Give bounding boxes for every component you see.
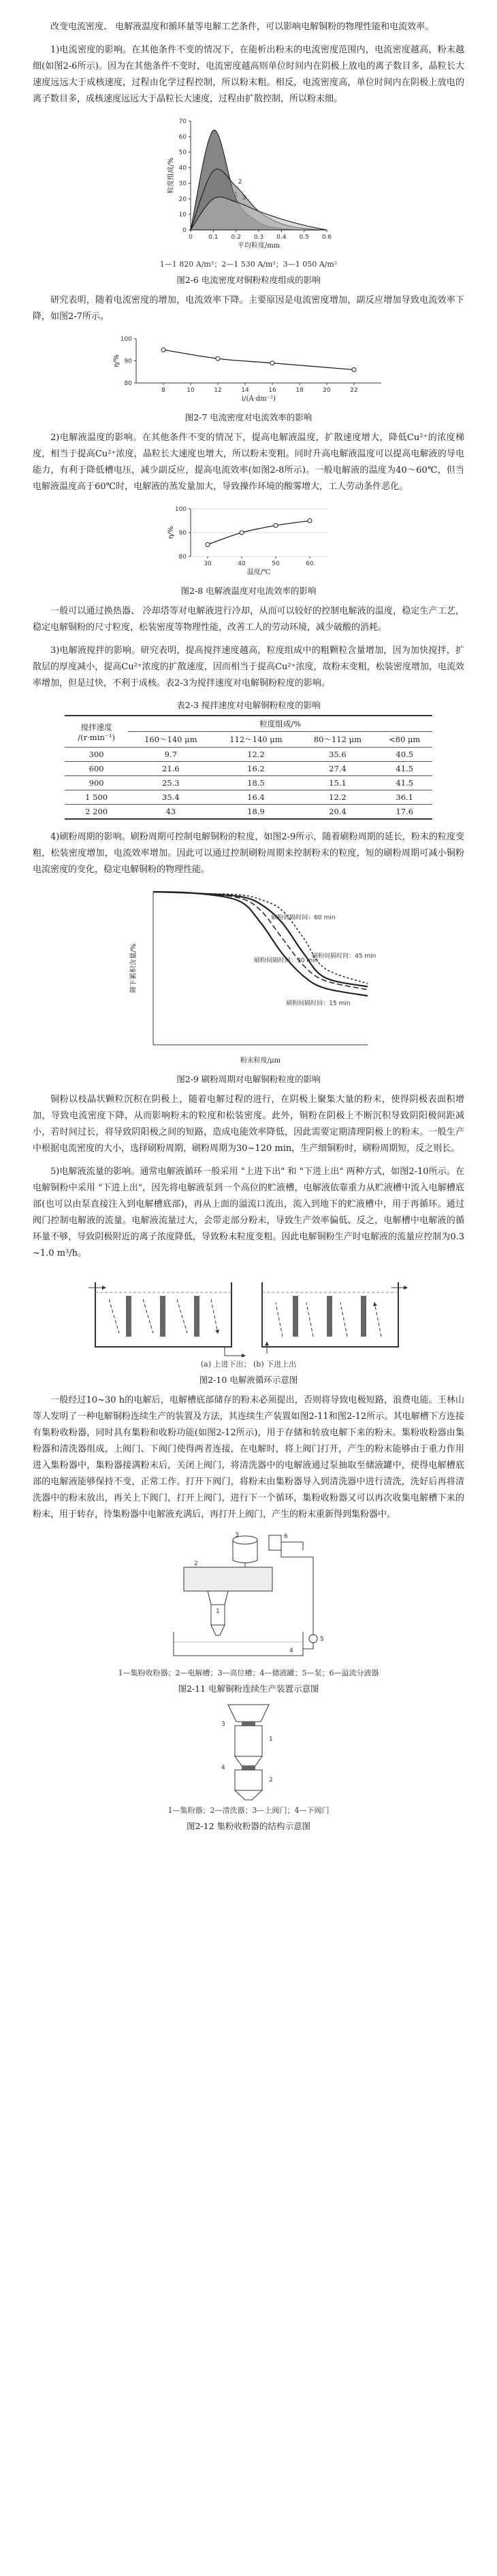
x-tick-label: 0	[189, 234, 193, 241]
figure-2-6-caption: 图2-6 电流密度对铜粉粒度组成的影响	[176, 275, 321, 285]
figure-2-12-caption: 图2-12 集粉收粉器的结构示意图	[186, 1821, 311, 1831]
circulation-diagram	[89, 1269, 408, 1357]
data-point	[308, 519, 312, 523]
x-axis-label: 温度/℃	[246, 569, 271, 576]
x-tick-label: 22	[350, 387, 358, 394]
fig211-label: 4	[289, 1647, 293, 1654]
x-tick-label: 0.1	[208, 234, 219, 241]
figure-2-9	[33, 885, 464, 1085]
table-cell: 36.1	[376, 790, 432, 805]
table-cell: 35.6	[298, 748, 376, 762]
fig212-label: 4	[221, 1764, 225, 1771]
x-tick-label: 40	[238, 561, 246, 567]
table-row	[65, 762, 432, 776]
continuous-production-diagram	[167, 1530, 330, 1666]
x-tick-label: 8	[161, 387, 165, 394]
paragraph-intro: 改变电流密度、 电解液温度和循环量等电解工艺条件，可以影响电解铜粉的物理性能和电流效率。	[50, 22, 434, 32]
y-tick-label: 100	[174, 506, 187, 513]
table-row	[65, 805, 432, 820]
fig211-label: 1	[216, 1608, 220, 1615]
table-cell: 41.5	[376, 762, 432, 776]
paragraph-current-efficiency: 研究表明，随着电流密度的增加，电流效率下降。主要原因是电流密度增加，副反应增加导致电流效率下降，如图2-7所示。	[33, 295, 464, 322]
table-cell: 15.1	[298, 776, 376, 790]
y-tick-label: 50	[178, 149, 187, 156]
y-tick-label: 90	[178, 530, 187, 537]
x-tick-label: 16	[268, 387, 276, 394]
figure-2-6-legend: 1—1 820 A/m²；2—1 530 A/m²；3—1 050 A/m²	[159, 260, 338, 269]
table-cell: 16.4	[213, 790, 298, 805]
paragraph-temperature: 2)电解液温度的影响。在其他条件不变的情况下，提高电解液温度，扩散速度增大，降低Cu²⁺的浓度梯度，相当于提高Cu²⁺浓度，晶粒长大速度也增大，所以粉末变粗。同时升高电解液温度可以提高电解液的导电能力，有利于降低槽电压，减少副反应，提高电流效率(如图2-8所示)。一般电解液的温度为40～60℃，但当电解液温度高于60℃时，电解液的蒸发量加大，导致操作环境的酸雾增大，工人劳动条件恶化。	[33, 433, 464, 492]
fig211-label: 2	[194, 1560, 198, 1567]
table-cell: 12.2	[298, 790, 376, 805]
figure-2-12-legend: 1—集粉器；2—清洗器；3—上阀门；4—下阀门	[167, 1806, 330, 1815]
tank-bottom-in-top-out	[262, 1282, 407, 1354]
y-tick-label: 70	[178, 118, 187, 125]
table-row	[65, 748, 432, 762]
data-point	[206, 543, 210, 547]
paragraph-dendrite: 铜粉以枝晶状颗粒沉积在阴极上，随着电解过程的进行，在阴极上聚集大量的粉末，使得阴极表面积增加，导致电流密度下降，从而影响粉末的粒度和松装密度。此外，铜粉在阴极上不断沉积导致阴阳极间距减小，若时间过长，将导致阴阳极之间的短路，造成电能效率降低，因此需要定期清理阴极上的粉末。一般生产中根据电流密度的大小，选择刷粉周期，刷粉周期为30~120 min，生产细铜粉时，刷粉周期短，反之则长。	[33, 1094, 464, 1154]
figure-2-7-caption: 图2-7 电流密度对电流效率的影响	[185, 412, 312, 422]
series-line	[153, 892, 368, 984]
x-tick-label: 18	[295, 387, 304, 394]
table-header-col: <80 μm	[376, 732, 432, 748]
y-axis-label: 筛下累积含量/%	[130, 943, 138, 993]
table-header-group: 粒度组成/%	[128, 716, 432, 732]
table-header-col: 80～112 μm	[298, 732, 376, 748]
series-label: 刷粉间隔时间：45 min	[312, 952, 376, 960]
curve-label: 2	[238, 179, 242, 186]
paragraph-stirring: 3)电解液搅拌的影响。研究表明，提高搅拌速度越高，粒度组成中的粗颗粒含量增加，因为加快搅拌，扩散层的厚度减小，提高Cu²⁺浓度的扩散速度，因而相当于提高Cu²⁺浓度，故粉末变粗，松装密度增加，电流效率增加，但是过快，不利于成核。表2-3为搅拌速度对电解铜粉粒度的影响。	[33, 646, 464, 688]
table-cell: 300	[65, 748, 128, 762]
x-tick-label: 0.5	[299, 234, 309, 241]
table-cell: 900	[65, 776, 128, 790]
table-cell: 2 200	[65, 805, 128, 820]
x-axis-label: 粉末粒度/μm	[240, 1057, 281, 1065]
paragraph-continuous-production: 一般经过10~30 h的电解后，电解槽底部储存的粉末必须提出，否则将导致电极短路，浪费电能。王林山等人发明了一种电解铜粉连续生产的装置及方法，其连续生产装置如图2-11和图2-12所示。其电解槽下方连接有集粉收粉器，同时具有集粉和收粉功能(如图2-12所示)，用于存储和转放电解下来的粉末。集粉收粉器由集粉器和清洗器组成，上阀门、下阀门使得两者连接，在电解时，将上阀门打开，产生的粉末能够由于重力作用进入集粉器中，集粉器接满粉末后，关闭上阀门，将清洗器中的电解液通过泵抽取至储液罐中，使得电解槽底部的电解液能够保持不变，正常工作。打开下阀门，将粉末由集粉器导入到清洗器中进行清洗，洗好后再将清洗器中的粉末放出，再关上下阀门，打开上阀门，进行下一个循环，集粉收粉器又可以再次收集电解槽下来的粉末，用于转存，待集粉器中电解液充满后，再打开上阀门，产生的粉末重新得到集粉器中。	[33, 1395, 464, 1520]
table-cell: 18.9	[213, 805, 298, 820]
x-tick-label: 0.3	[253, 234, 264, 241]
series-line	[153, 892, 368, 996]
figure-2-8-caption: 图2-8 电解液温度对电流效率的影响	[180, 586, 317, 596]
figure-2-10	[33, 1269, 464, 1386]
y-axis-label: η/%	[113, 354, 121, 367]
table-cell: 17.6	[376, 805, 432, 820]
table-cell: 12.2	[213, 748, 298, 762]
table-header-speed	[65, 716, 128, 748]
x-tick-label: 14	[241, 387, 249, 394]
x-tick-label: 0.4	[276, 234, 287, 241]
table-2-3-title: 表2-3 搅拌速度对电解铜粉粒度的影响	[176, 700, 321, 710]
table-header-col: 112～140 μm	[213, 732, 298, 748]
paragraph-brushing-period: 4)刷粉周期的影响。刷粉周期可控制电解铜粉的粒度，如图2-9所示，随着刷粉周期的延长，粉末的粒度变粗，松装密度增加，电流效率增加。因此可以通过控制刷粉周期来控制粉末的粒度，短的刷粉周期可减小铜粉电流密度的变化，稳定电解铜粉的物理性能。	[33, 832, 464, 875]
chart-2-6	[160, 114, 337, 257]
series-label: 刷粉间隔时间：60 min	[271, 914, 336, 922]
table-header-speed-unit: /(r·min⁻¹)	[78, 732, 115, 742]
data-point	[240, 531, 244, 535]
fig211-label: 3	[235, 1532, 239, 1539]
curve-label: 3	[242, 194, 246, 201]
storage-tank	[174, 1632, 303, 1656]
y-tick-label: 20	[178, 196, 187, 203]
paragraph-flow-rate: 5)电解液流量的影响。通常电解液循环一般采用 "上进下出" 和 "下进上出" 两种方式，如图2-10所示。在电解铜粉中采用 "下进上出"，因先将电解液泵到一个高位的贮液槽，电解液依靠重力从贮液槽中流入电解槽底部(也可以由泵直接注入到电解槽底部)，再从上面的溢流口流出，流入到地下的贮液槽中，用于再循环。通过阀门控制电解液的流量。电解液流量过大，会带走部分粉末，导致生产效率偏低、反之，电解槽中电解液的循环量不够，导致阴极附近的离子浓度降低，导致粉末粒度变粗。因此电解铜粉生产时电解液的流量应控制为0.3~1.0 m³/h。	[33, 1167, 464, 1258]
table-header-speed-label: 搅拌速度	[80, 722, 112, 732]
figure-2-11-legend: 1—集粉收粉器；2—电解槽；3—高位槽；4—储液罐；5—泵；6—溢流分液器	[118, 1669, 379, 1677]
series-line	[163, 350, 354, 369]
x-tick-label: 50	[272, 561, 280, 567]
chart-2-7	[106, 332, 391, 407]
table-2-3	[65, 715, 432, 820]
figure-2-10-subcaptions	[33, 1358, 464, 1369]
fig211-label: 6	[284, 1533, 288, 1540]
figure-2-6	[33, 114, 464, 286]
figure-2-10-sub-a: (a) 上进下出；	[200, 1360, 251, 1369]
figure-2-7	[33, 332, 464, 423]
table-cell: 27.4	[298, 762, 376, 776]
series-label: 刷粉间隔时间：15 min	[286, 1000, 351, 1007]
x-tick-label: 10	[187, 387, 195, 394]
y-tick-label: 30	[178, 180, 187, 188]
series-line	[153, 892, 368, 987]
table-cell: 600	[65, 762, 128, 776]
table-cell: 25.3	[128, 776, 213, 790]
series-line	[153, 892, 368, 990]
x-tick-label: 0.6	[321, 234, 332, 241]
x-tick-label: 20	[323, 387, 331, 394]
y-tick-label: 80	[178, 554, 187, 561]
x-tick-label: 60	[306, 561, 314, 567]
chart-2-8	[160, 502, 337, 580]
paragraph-current-density: 1)电流密度的影响。在其他条件不变的情况下，在能析出粉末的电流密度范围内，电流密度越高，粉末越细(如图2-6所示)。因为在其他条件不变时，电流密度越高则单位时间内在阴极上放电的离子数目多，晶粒长大速度远远大于成核速度，过程由化学过程控制，所以粉末粗。相反，电流密度高，单位时间内在阴极上放电的离子数目多，成核速度远远大于晶粒长大速度，过程由扩散控制，所以粉末细。	[33, 45, 464, 104]
x-axis-label: 平均粒度/mm	[237, 242, 280, 250]
figure-2-10-sub-b: (b) 下进上出	[253, 1360, 297, 1369]
pump	[281, 1550, 317, 1649]
table-cell: 21.6	[128, 762, 213, 776]
chart-2-9	[119, 885, 378, 1069]
x-tick-label: 0.2	[231, 234, 241, 241]
collector-body	[228, 1705, 269, 1800]
table-row	[65, 790, 432, 805]
x-tick-label: 30	[204, 561, 212, 567]
high-tank	[233, 1536, 257, 1563]
x-tick-label: 12	[214, 387, 222, 394]
series-label: 刷粉间隔时间：30 min	[254, 957, 319, 965]
table-cell: 41.5	[376, 776, 432, 790]
figure-2-11-caption: 图2-11 电解铜粉连续生产装置示意图	[178, 1684, 319, 1694]
series-area	[191, 194, 327, 230]
y-tick-label: 100	[120, 336, 132, 343]
x-axis-label: i/(A·dm⁻²)	[242, 395, 276, 403]
table-header-col: 160～140 μm	[128, 732, 213, 748]
fig212-label: 2	[269, 1777, 273, 1784]
data-point	[274, 524, 278, 528]
powder-collector-diagram	[180, 1701, 317, 1803]
table-cell: 18.5	[213, 776, 298, 790]
y-tick-label: 90	[124, 358, 132, 365]
figure-2-9-caption: 图2-9 刷粉周期对电解铜粉粒度的影响	[176, 1074, 321, 1084]
fig212-label: 3	[221, 1721, 225, 1728]
table-cell: 9.7	[128, 748, 213, 762]
y-tick-label: 10	[178, 212, 187, 219]
y-axis-label: η/%	[167, 526, 175, 539]
table-row	[65, 776, 432, 790]
table-cell: 43	[128, 805, 213, 820]
data-point	[352, 368, 356, 372]
y-tick-label: 0	[182, 227, 187, 234]
y-axis-label: 粒度组成/%	[167, 157, 175, 194]
figure-2-12	[33, 1701, 464, 1832]
fig211-label: 5	[320, 1636, 324, 1643]
y-tick-label: 60	[178, 133, 187, 141]
data-point	[161, 348, 165, 352]
fig212-label: 1	[269, 1736, 273, 1743]
tank-top-in-bottom-out	[89, 1282, 245, 1356]
data-point	[216, 356, 220, 361]
paragraph-cooling: 一般可以通过换热器、 冷却塔等对电解液进行冷却，从而可以较好的控制电解液的温度，稳定生产工艺，稳定电解铜粉的尺寸粒度，松装密度等物理性能，改善工人的劳动环境，减少破酸的消耗。	[33, 606, 464, 633]
table-cell: 1 500	[65, 790, 128, 805]
figure-2-11	[33, 1530, 464, 1694]
figure-2-10-caption: 图2-10 电解液循环示意图	[199, 1375, 298, 1385]
table-cell: 16.2	[213, 762, 298, 776]
data-point	[270, 361, 274, 365]
figure-2-8	[33, 502, 464, 597]
table-cell: 20.4	[298, 805, 376, 820]
table-cell: 40.5	[376, 748, 432, 762]
table-cell: 35.4	[128, 790, 213, 805]
y-tick-label: 40	[178, 165, 187, 172]
y-tick-label: 80	[124, 380, 132, 387]
